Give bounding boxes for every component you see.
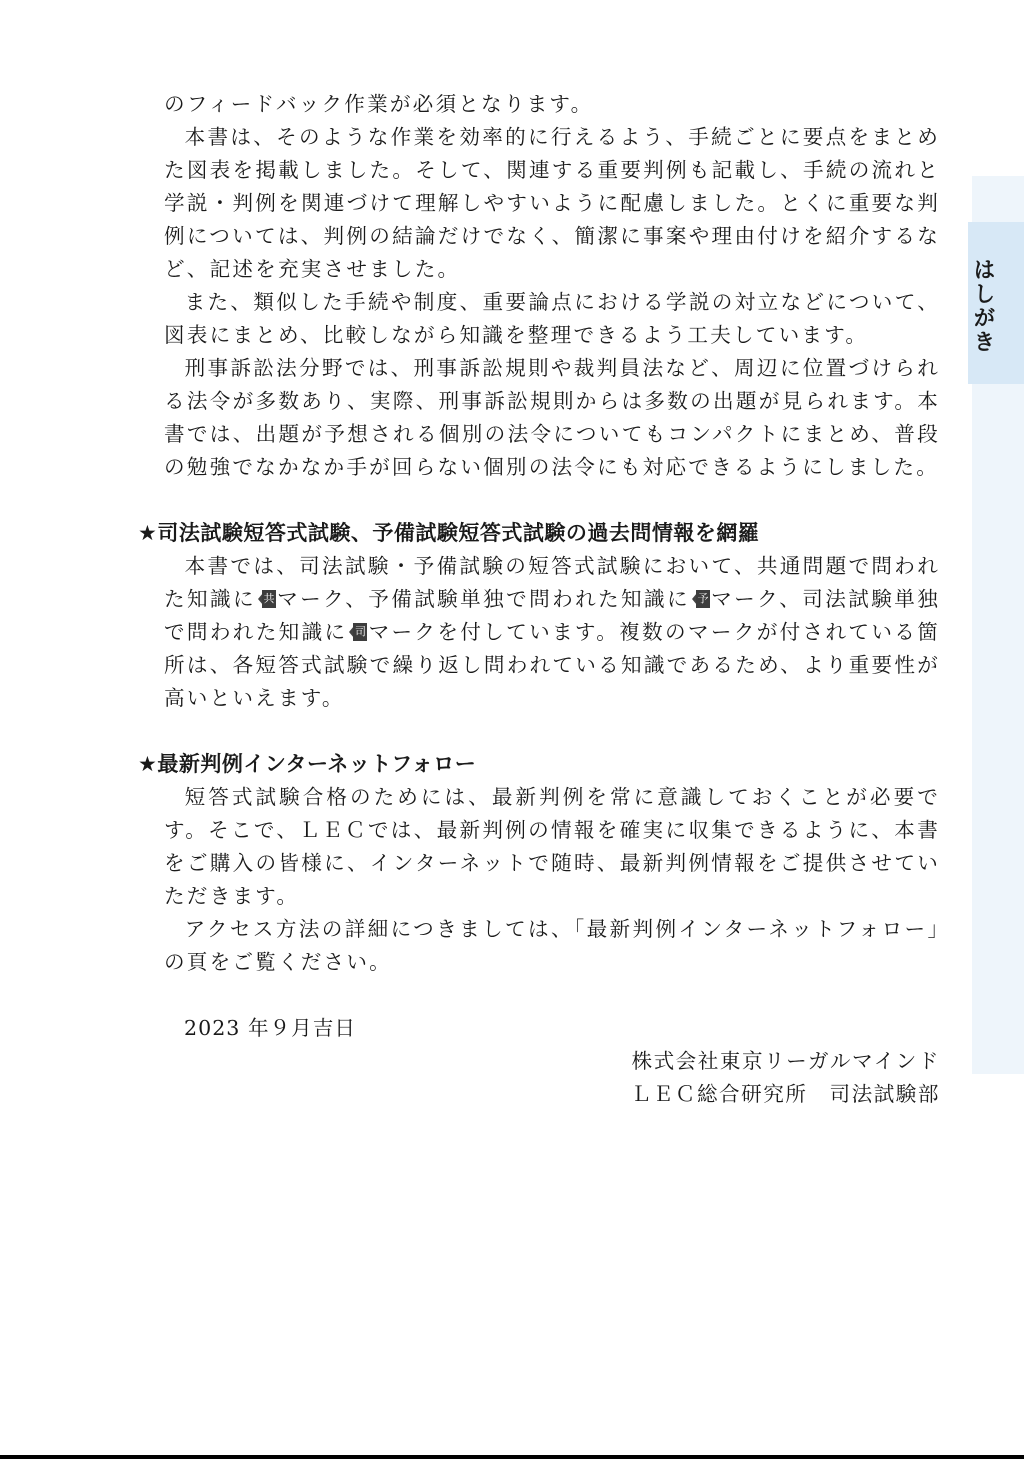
company-name: 株式会社東京リーガルマインド xyxy=(631,1049,940,1073)
section-2-paragraph-2: アクセス方法の詳細につきましては、「最新判例インターネットフォロー」の頁をご覧ください。 xyxy=(164,917,940,974)
preliminary-mark-icon xyxy=(692,589,710,609)
section-heading-case-law-follow: ★最新判例インターネットフォロー xyxy=(138,752,477,776)
paragraph-1: のフィードバック作業が必須となります。 xyxy=(164,92,594,116)
bottom-border xyxy=(0,1455,1024,1459)
paragraph-2: 本書は、そのような作業を効率的に行えるよう、手続ごとに要点をまとめた図表を掲載しました。そして、関連する重要判例も記載し、手続の流れと学説・判例を関連づけて理解しやすいように配慮しました。とくに重要な判例については、判例の結論だけでなく、簡潔に事案や理由付けを紹介するなど、記述を充実させました。 xyxy=(164,125,940,281)
paragraph-3: また、類似した手続や制度、重要論点における学説の対立などについて、図表にまとめ、比較しながら知識を整理できるよう工夫しています。 xyxy=(164,290,940,347)
page-body xyxy=(138,88,940,1111)
section-2-paragraph-1: 短答式試験合格のためには、最新判例を常に意識しておくことが必要です。そこで、ＬＥＣでは、最新判例の情報を確実に収集できるように、本書をご購入の皆様に、インターネットで随時、最新判例情報をご提供させていただきます。 xyxy=(164,785,940,908)
section-heading-past-exams: ★司法試験短答式試験、予備試験短答式試験の過去問情報を網羅 xyxy=(138,521,760,545)
section-1-text-3: マーク、司法試験単独で問われた知識に xyxy=(164,587,940,644)
common-mark-label: 共 xyxy=(262,590,276,608)
side-tab-label: はしがき xyxy=(970,258,995,354)
preliminary-mark-label: 予 xyxy=(696,590,710,608)
section-1-body xyxy=(164,550,940,715)
bar-exam-mark-icon xyxy=(349,622,367,642)
common-mark-icon xyxy=(258,589,276,609)
paragraph-4: 刑事訴訟法分野では、刑事訴訟規則や裁判員法など、周辺に位置づけられる法令が多数あり、実際、刑事訴訟規則からは多数の出題が見られます。本書では、出題が予想される個別の法令についてもコンパクトにまとめ、普段の勉強でなかなか手が回らない個別の法令にも対応できるようにしました。 xyxy=(164,356,940,479)
section-1-text-1: 本書では、司法試験・予備試験の短答式試験において、共通問題で問われた知識に xyxy=(164,554,940,611)
section-1-text-2: マーク、予備試験単独で問われた知識に xyxy=(276,587,690,611)
date-line: 2023 年９月吉日 xyxy=(184,1016,356,1040)
bar-exam-mark-label: 司 xyxy=(353,623,367,641)
department-name: ＬＥＣ総合研究所 司法試験部 xyxy=(630,1082,940,1106)
section-1-text-4: マークを付しています。複数のマークが付されている箇所は、各短答式試験で繰り返し問われている知識であるため、より重要性が高いといえます。 xyxy=(164,620,940,710)
